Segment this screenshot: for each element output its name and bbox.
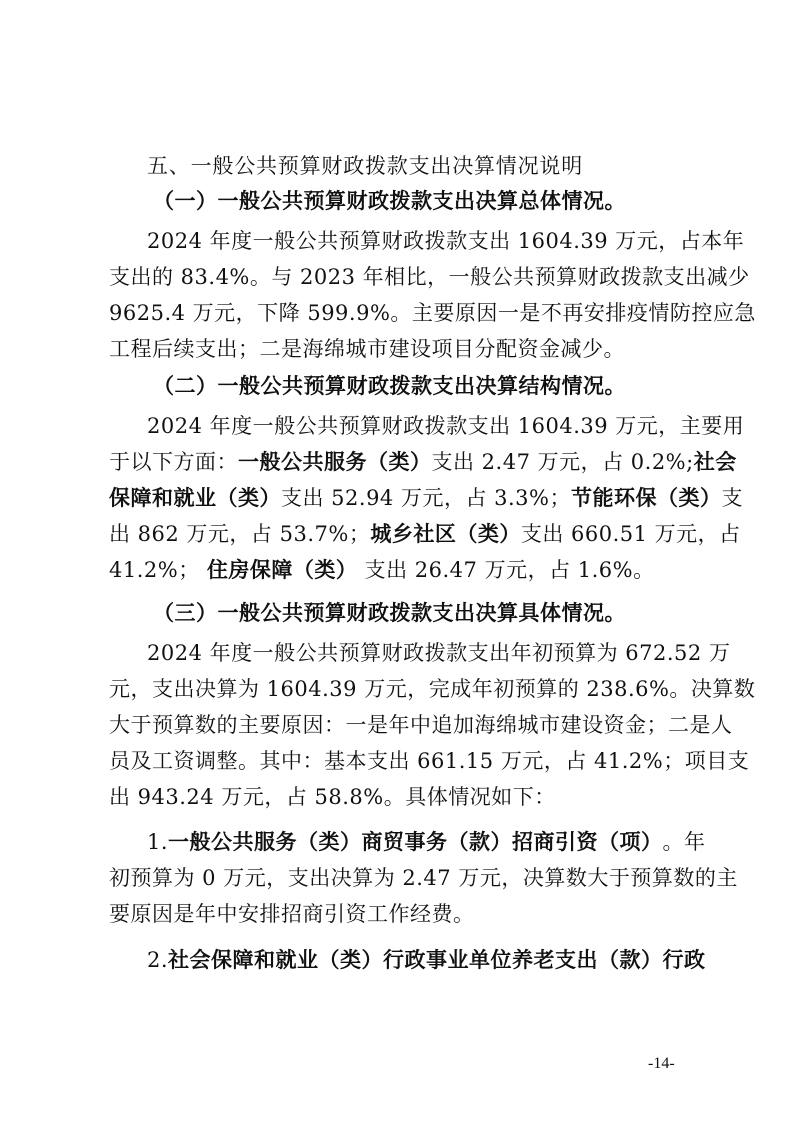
paragraph-2-text: 支出 26.47 万元，占 1.6%。: [364, 558, 655, 582]
paragraph-2-line-2: [109, 448, 737, 476]
paragraph-3-line-2: 元，支出决算为 1604.39 万元，完成年初预算的 238.6%。决算数: [109, 677, 756, 701]
item-1-line-1: [147, 828, 706, 856]
category-urban-rural-community: 城乡社区（类）: [370, 521, 521, 546]
category-housing-security: 住房保障（类）: [206, 557, 358, 582]
category-general-public-services: 一般公共服务（类）: [238, 449, 432, 474]
item-2-title: 社会保障和就业（类）行政事业单位养老支出（款）行政: [168, 947, 706, 972]
paragraph-3-line-3: 大于预算数的主要原因：一是年中追加海绵城市建设资金；二是人: [109, 713, 733, 737]
item-1-line-2: 初预算为 0 万元，支出决算为 2.47 万元，决算数大于预算数的主: [109, 866, 738, 890]
item-1-title: 一般公共服务（类）商贸事务（款）招商引资（项）: [168, 829, 663, 854]
item-1-number: 1.: [147, 830, 169, 854]
paragraph-1-line-2: 支出的 83.4%。与 2023 年相比，一般公共预算财政拨款支出减少: [109, 265, 750, 289]
paragraph-2-text: 支出 52.94 万元，占 3.3%；: [281, 486, 571, 510]
page-number: -14-: [648, 1055, 675, 1072]
category-social-security-end: 保障和就业（类）: [109, 485, 281, 510]
item-2-line-1: [147, 946, 706, 974]
subsection-title-2: （二）一般公共预算财政拨款支出决算结构情况。: [153, 373, 626, 398]
paragraph-1-line-3: 9625.4 万元，下降 599.9%。主要原因一是不再安排疫情防控应急: [109, 301, 756, 325]
item-2-number: 2.: [147, 948, 169, 972]
item-1-heading: [147, 828, 663, 856]
paragraph-3-line-1: 2024 年度一般公共预算财政拨款支出年初预算为 672.52 万: [147, 641, 731, 665]
paragraph-1-line-4: 工程后续支出；二是海绵城市建设项目分配资金减少。: [109, 337, 625, 361]
subsection-title-3: （三）一般公共预算财政拨款支出决算具体情况。: [153, 600, 626, 625]
item-1-text: 。年: [662, 830, 706, 854]
paragraph-2-text: 于以下方面：: [109, 450, 238, 474]
paragraph-2-text: 支出 660.51 万元，占: [520, 522, 741, 546]
paragraph-1-line-1: 2024 年度一般公共预算财政拨款支出 1604.39 万元，占本年: [147, 229, 745, 253]
category-social-security-start: 社会: [693, 449, 737, 474]
paragraph-2-line-4: [109, 520, 741, 548]
paragraph-2-text: 支: [721, 486, 743, 510]
paragraph-3-line-5: 出 943.24 万元，占 58.8%。具体情况如下：: [109, 785, 556, 809]
category-energy-environment: 节能环保（类）: [571, 485, 722, 510]
paragraph-2-text: 出 862 万元，占 53.7%；: [109, 522, 371, 546]
paragraph-3-line-4: 员及工资调整。其中：基本支出 661.15 万元，占 41.2%；项目支: [109, 749, 750, 773]
paragraph-2-line-5: [109, 556, 689, 584]
paragraph-2-line-1: 2024 年度一般公共预算财政拨款支出 1604.39 万元，主要用: [147, 414, 745, 438]
paragraph-2-text: 支出 2.47 万元，占 0.2%;: [431, 450, 694, 474]
section-title: 五、一般公共预算财政拨款支出决算情况说明: [147, 154, 583, 178]
item-1-line-3: 要原因是年中安排招商引资工作经费。: [109, 902, 475, 926]
paragraph-2-text: 41.2%；: [109, 558, 200, 582]
paragraph-2-line-3: [109, 484, 743, 512]
subsection-title-1: （一）一般公共预算财政拨款支出决算总体情况。: [153, 188, 626, 213]
